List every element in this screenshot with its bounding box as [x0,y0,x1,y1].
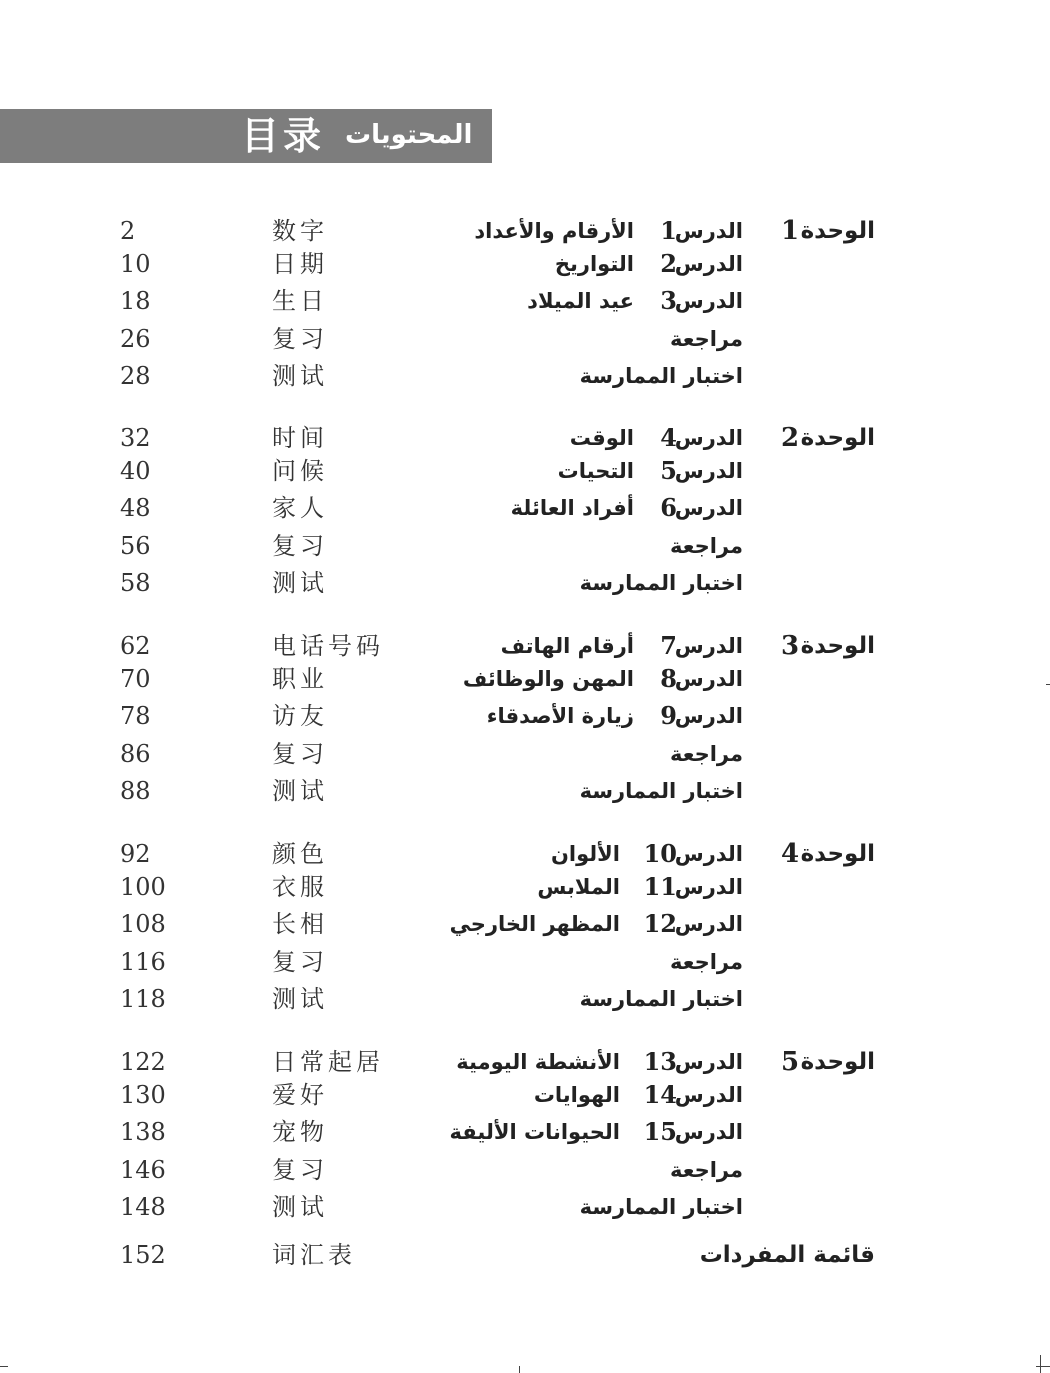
toc-row[interactable] [0,664,1050,694]
lesson-word: الدرس [674,634,743,658]
header-title-ar: المحتويات [345,120,473,150]
lesson-word: الدرس [674,704,743,728]
chinese-title: 宠物 [272,1118,328,1146]
lesson-label [653,631,743,661]
lesson-word: الدرس [674,219,743,243]
vocabulary-row[interactable] [0,1240,1050,1270]
lesson-title-ar: زيارة الأصدقاء [486,704,634,728]
page-number: 148 [120,1193,166,1221]
unit-word: الوحدة [800,218,875,244]
chinese-title: 复习 [272,325,328,353]
lesson-label [643,909,743,939]
unit-word: الوحدة [800,633,875,659]
unit-number: 3 [780,631,800,661]
page-number: 78 [120,702,151,730]
review-title-ar: مراجعة [670,950,743,974]
lesson-title-ar: الوقت [569,426,634,450]
chinese-title: 测试 [272,985,328,1013]
page-number: 122 [120,1048,166,1076]
lesson-number: 8 [660,664,677,693]
lesson-title-ar: عيد الميلاد [527,289,634,313]
crop-mark [1036,1366,1050,1367]
lesson-title-ar: المظهر الخارجي [449,912,620,936]
lesson-number: 3 [660,286,677,315]
toc-row[interactable] [0,531,1050,561]
lesson-label [643,1080,743,1110]
toc-row[interactable] [0,909,1050,939]
toc-row[interactable] [0,631,1050,661]
lesson-word: الدرس [674,842,743,866]
unit-word: الوحدة [800,425,875,451]
chinese-title: 衣服 [272,873,328,901]
toc-row[interactable] [0,493,1050,523]
lesson-word: الدرس [674,1120,743,1144]
review-title-ar: مراجعة [670,327,743,351]
page-number: 18 [120,287,151,315]
lesson-number: 9 [660,701,677,730]
lesson-title-ar: الحيوانات الأليفة [449,1120,620,1144]
toc-row[interactable] [0,286,1050,316]
page-number: 32 [120,424,151,452]
crop-mark [1040,1355,1041,1373]
chinese-title: 时间 [272,424,328,452]
test-title-ar: اختبار الممارسة [579,779,743,803]
page-number: 58 [120,569,151,597]
page-number: 40 [120,457,151,485]
toc-row[interactable] [0,701,1050,731]
lesson-title-ar: التحيات [557,459,634,483]
review-title-ar: مراجعة [670,534,743,558]
lesson-label [643,839,743,869]
crop-mark [0,1366,8,1367]
chinese-title: 复习 [272,740,328,768]
lesson-number: 4 [660,423,677,452]
toc-row[interactable] [0,1117,1050,1147]
toc-row[interactable] [0,456,1050,486]
toc-row[interactable] [0,739,1050,769]
unit-number: 1 [780,216,800,246]
lesson-label [653,216,743,246]
test-title-ar: اختبار الممارسة [579,1195,743,1219]
vocabulary-title-ar: قائمة المفردات [699,1242,875,1268]
lesson-number: 7 [660,631,677,660]
lesson-title-ar: الهوايات [533,1083,620,1107]
toc-row[interactable] [0,839,1050,869]
lesson-number: 5 [660,456,677,485]
toc-row[interactable] [0,1080,1050,1110]
lesson-number: 11 [643,872,677,901]
page-number: 152 [120,1241,166,1269]
page-number: 48 [120,494,151,522]
chinese-title: 访友 [272,702,328,730]
chinese-title: 电话号码 [272,632,384,660]
toc-row[interactable] [0,1192,1050,1222]
test-title-ar: اختبار الممارسة [579,571,743,595]
lesson-label [653,456,743,486]
crop-mark [1046,684,1050,685]
toc-row[interactable] [0,984,1050,1014]
chinese-title: 问候 [272,457,328,485]
lesson-label [653,701,743,731]
page-number: 2 [120,217,136,245]
crop-mark [519,1366,520,1373]
toc-row[interactable] [0,947,1050,977]
toc-row[interactable] [0,423,1050,453]
lesson-title-ar: الأرقام والأعداد [474,219,634,243]
unit-number: 2 [780,423,800,453]
page-number: 10 [120,250,151,278]
lesson-word: الدرس [674,252,743,276]
lesson-label [643,872,743,902]
chinese-title: 生日 [272,287,328,315]
review-title-ar: مراجعة [670,1158,743,1182]
chinese-title: 颜色 [272,840,328,868]
lesson-label [653,249,743,279]
lesson-word: الدرس [674,1050,743,1074]
page-number: 86 [120,740,151,768]
chinese-title: 测试 [272,1193,328,1221]
toc-row[interactable] [0,872,1050,902]
lesson-word: الدرس [674,1083,743,1107]
chinese-title: 测试 [272,569,328,597]
lesson-word: الدرس [674,875,743,899]
lesson-title-ar: المهن والوظائف [462,667,634,691]
toc-row[interactable] [0,1047,1050,1077]
lesson-label [643,1047,743,1077]
lesson-title-ar: الألوان [550,842,620,866]
chinese-title: 测试 [272,777,328,805]
lesson-word: الدرس [674,496,743,520]
chinese-title: 爱好 [272,1081,328,1109]
chinese-title: 日常起居 [272,1048,384,1076]
lesson-title-ar: أرقام الهاتف [500,634,634,658]
page-number: 88 [120,777,151,805]
page-number: 70 [120,665,151,693]
lesson-number: 2 [660,249,677,278]
chinese-title: 复习 [272,948,328,976]
lesson-label [643,1117,743,1147]
unit-number: 5 [780,1047,800,1077]
page-number: 116 [120,948,166,976]
lesson-label [653,493,743,523]
page-number: 130 [120,1081,166,1109]
page-number: 138 [120,1118,166,1146]
lesson-title-ar: الأنشطة اليومية [456,1050,620,1074]
page-number: 92 [120,840,151,868]
lesson-word: الدرس [674,667,743,691]
toc-row[interactable] [0,776,1050,806]
lesson-word: الدرس [674,289,743,313]
toc-row[interactable] [0,361,1050,391]
page-number: 28 [120,362,151,390]
toc-row[interactable] [0,216,1050,246]
lesson-label [653,286,743,316]
header-title-cn: 目录 [241,114,326,158]
lesson-title-ar: أفراد العائلة [510,496,634,520]
lesson-word: الدرس [674,426,743,450]
review-title-ar: مراجعة [670,742,743,766]
chinese-title: 词汇表 [272,1241,356,1269]
lesson-label [653,423,743,453]
lesson-number: 1 [660,216,677,245]
unit-word: الوحدة [800,841,875,867]
lesson-title-ar: التواريخ [554,252,634,276]
lesson-number: 10 [643,839,677,868]
lesson-number: 14 [643,1080,677,1109]
page-number: 146 [120,1156,166,1184]
toc-row[interactable] [0,249,1050,279]
chinese-title: 日期 [272,250,328,278]
page-number: 56 [120,532,151,560]
lesson-number: 15 [643,1117,677,1146]
unit-number: 4 [780,839,800,869]
lesson-number: 13 [643,1047,677,1076]
unit-word: الوحدة [800,1049,875,1075]
toc-row[interactable] [0,324,1050,354]
chinese-title: 长相 [272,910,328,938]
chinese-title: 数字 [272,217,328,245]
page-number: 118 [120,985,166,1013]
toc-row[interactable] [0,568,1050,598]
test-title-ar: اختبار الممارسة [579,364,743,388]
chinese-title: 复习 [272,532,328,560]
toc-row[interactable] [0,1155,1050,1185]
test-title-ar: اختبار الممارسة [579,987,743,1011]
page-number: 108 [120,910,166,938]
chinese-title: 复习 [272,1156,328,1184]
page-number: 26 [120,325,151,353]
lesson-word: الدرس [674,912,743,936]
chinese-title: 家人 [272,494,328,522]
lesson-label [653,664,743,694]
chinese-title: 职业 [272,665,328,693]
lesson-title-ar: الملابس [537,875,620,899]
lesson-number: 6 [660,493,677,522]
lesson-word: الدرس [674,459,743,483]
chinese-title: 测试 [272,362,328,390]
page-number: 62 [120,632,151,660]
lesson-number: 12 [643,909,677,938]
page-number: 100 [120,873,166,901]
